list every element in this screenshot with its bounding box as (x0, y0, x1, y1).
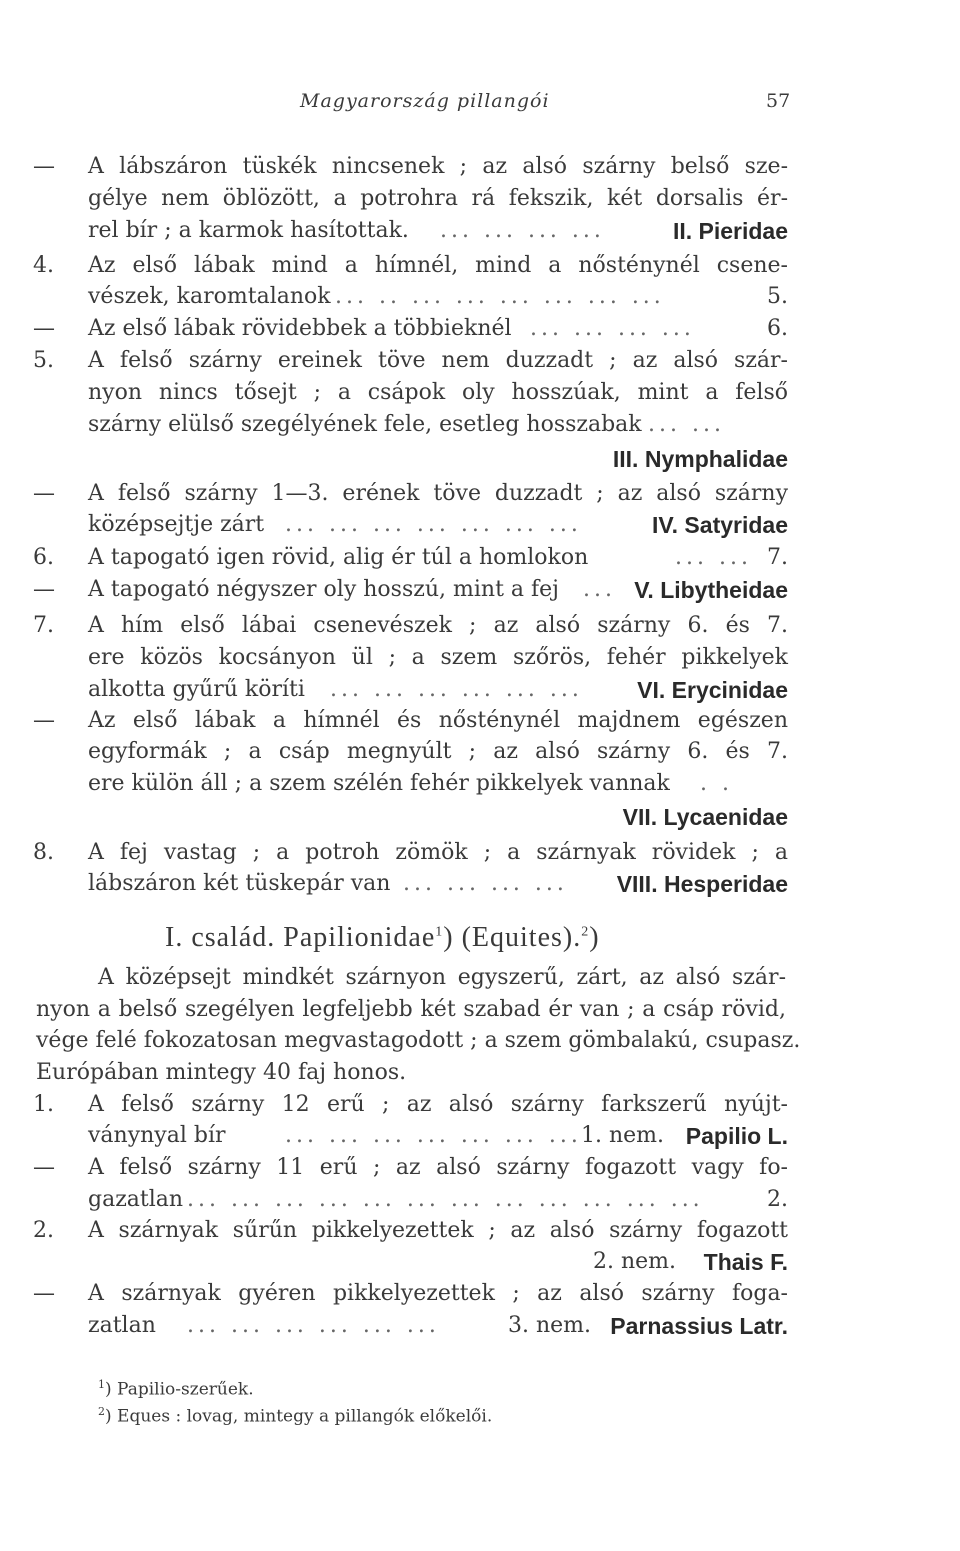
key-line (0, 736, 960, 768)
key-text: nyon nincs tősejt ; a csápok oly hosszúak, mint a felső (88, 380, 788, 405)
key-line (0, 1278, 960, 1310)
key-result: 2. (767, 1187, 788, 1212)
key-line (0, 674, 960, 706)
key-text: A tapogató igen rövid, alig ér túl a homlokon (88, 545, 589, 570)
key-line (0, 345, 960, 377)
genus-name: Papilio L. (685, 1123, 788, 1149)
key-line (0, 509, 960, 541)
key-result: V. Libytheidae (634, 577, 788, 603)
key-text: középsejtje zárt (88, 512, 265, 537)
footnote: $^1$) Papilio-szerűek. (98, 1378, 254, 1400)
key-line (0, 642, 960, 674)
running-header (0, 90, 960, 114)
key-line (0, 705, 960, 737)
key-marker: 8. (33, 840, 54, 865)
key-line (0, 313, 960, 345)
key-marker: 4. (33, 253, 54, 278)
leader-dots: ... ... (675, 545, 752, 570)
key-marker: 7. (33, 613, 54, 638)
key-result: II. Pieridae (672, 218, 788, 244)
key-line (0, 409, 960, 441)
key-result: 5. (767, 284, 788, 309)
key-text: gazatlan (88, 1187, 184, 1212)
leader-dots: ... ... ... ... ... ... (187, 1313, 440, 1338)
leader-dots: ... ... ... ... (403, 871, 568, 896)
genus-name: Thais F. (703, 1249, 788, 1275)
key-text: A felső szárny ereinek töve nem duzzadt ; az alsó szár- (88, 348, 788, 373)
key-line (0, 377, 960, 409)
key-line (0, 1215, 960, 1247)
key-text: alkotta gyűrű köríti (88, 677, 305, 702)
key-result: 6. (767, 316, 788, 341)
key-result: IV. Satyridae (652, 512, 788, 538)
key-marker: 1. (33, 1092, 54, 1117)
key-marker: — (33, 1281, 55, 1306)
paragraph-line: nyon a belső szegélyen legfeljebb két szabad ér van ; a csáp rövid, (36, 997, 786, 1022)
key-text: A felső szárny 12 erű ; az alsó szárny farkszerű nyújt- (88, 1092, 788, 1117)
key-line (0, 542, 960, 574)
key-result: VII. Lycaenidae (622, 804, 788, 830)
key-line (0, 1089, 960, 1121)
paragraph-line: Európában mintegy 40 faj honos. (36, 1060, 407, 1085)
key-text: A fej vastag ; a potroh zömök ; a szárnyak rövidek ; a (88, 840, 788, 865)
key-marker: 6. (33, 545, 54, 570)
key-line (0, 1152, 960, 1184)
key-text: A felső szárny 1—3. erének töve duzzadt ; az alsó szárny (88, 481, 788, 506)
key-result: 7. (767, 545, 788, 570)
key-text: zatlan (88, 1313, 156, 1338)
key-marker: — (33, 154, 55, 179)
genus-name: Parnassius Latr. (610, 1313, 788, 1339)
key-line (0, 1120, 960, 1152)
page-number: 57 (766, 90, 791, 112)
key-marker: 2. (33, 1218, 54, 1243)
key-line (0, 151, 960, 183)
key-line (0, 1184, 960, 1216)
paragraph-line: A középsejt mindkét szárnyon egyszerű, zárt, az alsó szár- (98, 965, 786, 990)
key-line (0, 837, 960, 869)
key-text: ványnyal bír (88, 1123, 226, 1148)
genus-number: 2. nem. (593, 1249, 677, 1274)
footnote-ref: 1 (435, 924, 444, 940)
key-text: A hím első lábai csenevészek ; az alsó szárny 6. és 7. (88, 613, 788, 638)
key-marker: 5. (33, 348, 54, 373)
key-result: VI. Erycinidae (637, 677, 788, 703)
key-marker: — (33, 577, 55, 602)
key-line (0, 281, 960, 313)
key-text: A szárnyak sűrűn pikkelyezettek ; az alsó szárny fogazott (88, 1218, 788, 1243)
key-text: ere külön áll ; a szem szélén fehér pikkelyek vannak (88, 771, 670, 796)
key-text: A felső szárny 11 erű ; az alsó szárny fogazott vagy fo- (88, 1155, 788, 1180)
running-title: Magyarország pillangói (300, 90, 550, 112)
key-line (0, 478, 960, 510)
key-text: gélye nem öblözött, a potrohra rá fekszik, két dorsalis ér- (88, 186, 788, 211)
key-text: vészek, karomtalanok (88, 284, 331, 309)
key-line (0, 443, 960, 475)
key-text: rel bír ; a karmok hasítottak. (88, 218, 409, 243)
key-result: III. Nymphalidae (612, 446, 788, 472)
key-text: A tapogató négyszer oly hosszú, mint a fej (88, 577, 559, 602)
footnote: $^2$) Eques : lovag, mintegy a pillangók előkelői. (98, 1405, 493, 1427)
leader-dots: ... ... ... ... (440, 218, 605, 243)
key-line (0, 768, 960, 800)
leader-dots: ... ... ... ... ... ... ... ... ... ... ... ... (187, 1187, 704, 1212)
key-marker: — (33, 1155, 55, 1180)
key-line (0, 1310, 960, 1342)
leader-dots: . . (700, 771, 733, 796)
genus-number: 1. nem. (581, 1123, 665, 1148)
leader-dots: ... ... ... ... ... ... ... (285, 512, 582, 537)
key-marker: — (33, 481, 55, 506)
key-line (0, 250, 960, 282)
footnote-ref: 2 (581, 924, 590, 940)
key-text: Az első lábak a hímnél és nősténynél majdnem egészen (88, 708, 788, 733)
key-text: egyformák ; a csáp megnyúlt ; az alsó szárny 6. és 7. (88, 739, 788, 764)
leader-dots: ... ... ... ... (530, 316, 695, 341)
key-marker: — (33, 708, 55, 733)
key-line (0, 183, 960, 215)
key-text: ere közös kocsányon ül ; a szem szőrös, fehér pikkelyek (88, 645, 788, 670)
leader-dots: ... ... (648, 412, 725, 437)
key-line (0, 215, 960, 247)
paragraph-line: vége felé fokozatosan megvastagodott ; a szem gömbalakú, csupasz. (36, 1028, 801, 1053)
leader-dots: ... .. ... ... ... ... ... ... (335, 284, 665, 309)
key-text: Az első lábak mind a hímnél, mind a nősténynél csene- (88, 253, 788, 278)
family-heading: I. család. Papilionidae$^1$) (Equites).$^2$) (165, 922, 600, 953)
key-line (0, 868, 960, 900)
key-marker: — (33, 316, 55, 341)
key-text: szárny elülső szegélyének fele, esetleg hosszabak (88, 412, 642, 437)
key-text: Az első lábak rövidebbek a többieknél (88, 316, 512, 341)
key-text: A szárnyak gyéren pikkelyezettek ; az alsó szárny foga- (88, 1281, 788, 1306)
key-text: lábszáron két tüskepár van (88, 871, 391, 896)
key-result: VIII. Hesperidae (616, 871, 788, 897)
key-line (0, 801, 960, 833)
leader-dots: ... (583, 577, 616, 602)
leader-dots: ... ... ... ... ... ... ... (285, 1123, 582, 1148)
key-line (0, 1246, 960, 1278)
key-line (0, 610, 960, 642)
leader-dots: ... ... ... ... ... ... (330, 677, 583, 702)
genus-number: 3. nem. (508, 1313, 592, 1338)
key-text: A lábszáron tüskék nincsenek ; az alsó szárny belső sze- (88, 154, 788, 179)
key-line (0, 574, 960, 606)
